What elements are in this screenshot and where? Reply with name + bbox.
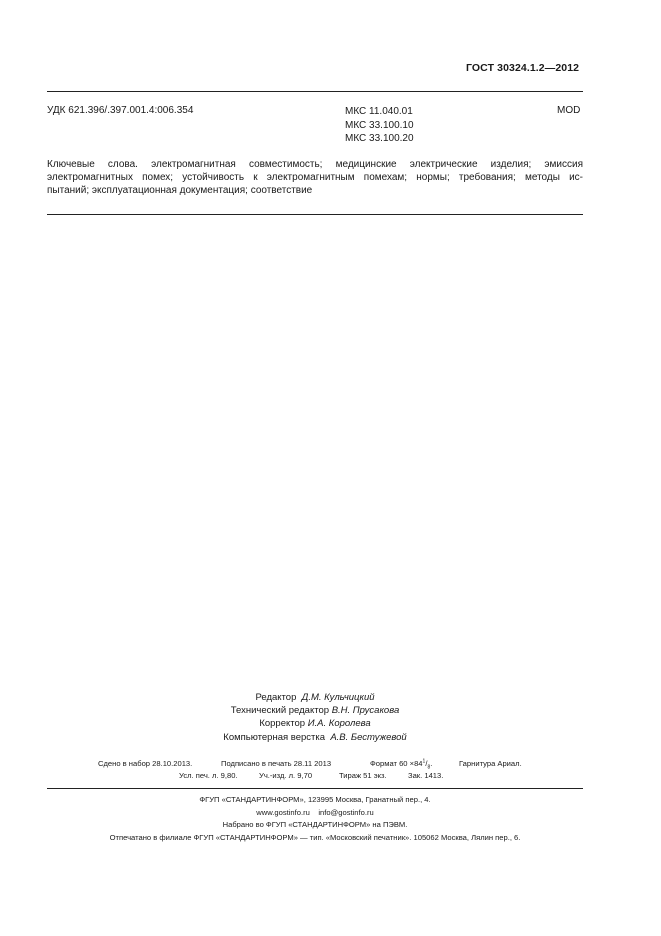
keywords: [47, 158, 583, 198]
format-sup: 1: [422, 758, 426, 765]
imprint-typeface: Гарнитура Ариал.: [459, 759, 522, 768]
standard-number: ГОСТ 30324.1.2—2012: [466, 62, 580, 74]
typeset-note: Набрано во ФГУП «СТАНДАРТИНФОРМ» на ПЭВМ.: [222, 820, 408, 829]
mod-label: MOD: [557, 105, 581, 116]
credit-line: [160, 704, 470, 717]
keywords-line: Ключевые слова. электромагнитная совместимость; медицинские электрические изделия; эмиссия: [47, 159, 583, 170]
credit-name: В.Н. Прусакова: [331, 705, 400, 717]
credit-role: Редактор: [255, 692, 297, 703]
imprint-sent: Сдено в набор 28.10.2013.: [98, 759, 193, 768]
publisher-contacts: [47, 807, 583, 820]
credits: [160, 691, 470, 744]
top-divider: [47, 91, 583, 92]
keywords-divider: [47, 214, 583, 215]
mks-code: МКС 33.100.20: [345, 133, 414, 144]
credit-role: Компьютерная верстка: [223, 731, 326, 743]
publisher-footer: [47, 794, 583, 844]
mks-codes: [345, 105, 414, 146]
imprint-order: Зак. 1413.: [408, 771, 444, 780]
credit-role: Корректор: [259, 718, 306, 730]
credit-line: [160, 731, 470, 744]
keywords-line: электромагнитных помех; устойчивость к электромагнитным помехам; нормы; требования; методы ис-: [47, 172, 583, 184]
imprint-circulation: Тираж 51 экз.: [339, 771, 387, 780]
format-prefix: Формат 60 ×84: [370, 759, 423, 768]
credit-line: [160, 691, 470, 704]
print-note: Отпечатано в филиале ФГУП «СТАНДАРТИНФОРМ» — тип. «Московский печатник». 105062 Москва, Лялин пер., 6.: [109, 832, 521, 842]
publisher-email[interactable]: info@gostinfo.ru: [318, 807, 374, 817]
publisher-website[interactable]: www.gostinfo.ru: [256, 807, 310, 817]
credit-name: И.А. Королева: [307, 718, 371, 730]
imprint-format: Формат $60 \times 84^1/_8$.: [370, 758, 433, 771]
imprint-conv-sheets: Усл. печ. л. 9,80.: [179, 771, 238, 780]
credit-role: Технический редактор: [230, 705, 330, 717]
credit-name: Д.М. Кульчицкий: [301, 692, 375, 703]
publisher-address: ФГУП «СТАНДАРТИНФОРМ», 123995 Москва, Гранатный пер., 4.: [199, 795, 431, 804]
mks-code: МКС 11.040.01: [345, 106, 413, 117]
imprint-signed: Подписано в печать 28.11 2013: [221, 759, 332, 768]
footer-divider: [47, 788, 583, 789]
keywords-line: пытаний; эксплуатационная документация; соответствие: [47, 185, 313, 197]
credit-name: А.В. Бестужевой: [330, 731, 407, 743]
credit-line: [160, 717, 470, 730]
imprint-pub-sheets: Уч.-изд. л. 9,70: [259, 771, 313, 780]
mks-code: МКС 33.100.10: [345, 119, 414, 131]
format-sub: 8: [427, 764, 431, 771]
udk-code: УДК 621.396/.397.001.4:006.354: [47, 105, 194, 116]
